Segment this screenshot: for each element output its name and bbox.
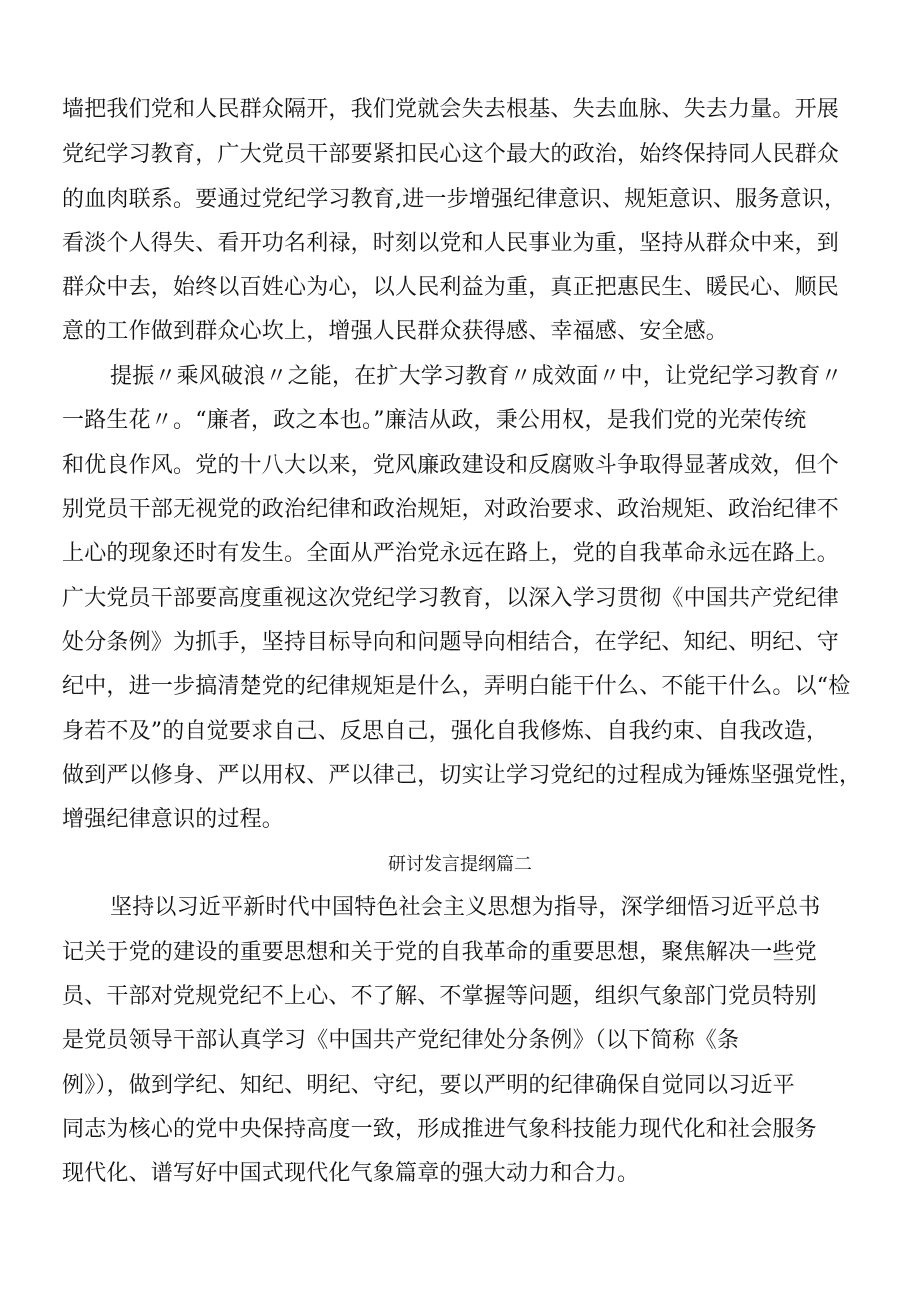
paragraph-3-line: 是党员领导干部认真学习《中国共产党纪律处分条例》（以下简称《条: [62, 1028, 740, 1053]
paragraph-2-line: 身若不及”的自觉要求自己、反思自己，强化自我修炼、自我约束、自我改造，: [62, 719, 829, 744]
paragraph-2-line: 一路生花〃。“廉者，政之本也。”廉洁从政，秉公用权，是我们党的光荣传统: [62, 408, 807, 433]
paragraph-2-line: 和优良作风。党的十八大以来，党风廉政建设和反腐败斗争取得显著成效，但个: [62, 453, 840, 478]
paragraph-2-line: 广大党员干部要高度重视这次党纪学习教育，以深入学习贯彻《中国共产党纪律: [62, 586, 840, 611]
paragraph-3-line: 例》），做到学纪、知纪、明纪、守纪，要以严明的纪律确保自觉同以习近平: [62, 1073, 795, 1098]
paragraph-3-line: 同志为核心的党中央保持高度一致，形成推进气象科技能力现代化和社会服务: [62, 1117, 817, 1142]
paragraph-1-line: 看淡个人得失、看开功名利禄，时刻以党和人民事业为重，坚持从群众中来，到: [62, 231, 840, 256]
paragraph-1-line: 的血肉联系。要通过党纪学习教育,进一步增强纪律意识、规矩意识、服务意识，: [62, 187, 847, 212]
section-heading: 研讨发言提纲篇二: [388, 854, 532, 875]
paragraph-2-line: 纪中，进一步搞清楚党的纪律规矩是什么，弄明白能干什么、不能干什么。以“检: [62, 674, 851, 699]
paragraph-3-line: 记关于党的建设的重要思想和关于党的自我革命的重要思想，聚焦解决一些党: [62, 940, 817, 965]
paragraph-2-line: 做到严以修身、严以用权、严以律己，切实让学习党纪的过程成为锤炼坚强党性，: [62, 763, 862, 788]
paragraph-2-line: 处分条例》为抓手，坚持目标导向和问题导向相结合，在学纪、知纪、明纪、守: [62, 630, 840, 655]
paragraph-3-line: 坚持以习近平新时代中国特色社会主义思想为指导，深学细悟习近平总书: [110, 895, 821, 920]
paragraph-2-line: 别党员干部无视党的政治纪律和政治规矩，对政治要求、政治规矩、政治纪律不: [62, 497, 840, 522]
paragraph-2-line: 上心的现象还时有发生。全面从严治党永远在路上，党的自我革命永远在路上。: [62, 541, 840, 566]
paragraph-1-line: 意的工作做到群众心坎上，增强人民群众获得感、幸福感、安全感。: [62, 319, 729, 344]
paragraph-2-line: 增强纪律意识的过程。: [62, 807, 285, 832]
paragraph-1-line: 群众中去，始终以百姓心为心，以人民利益为重，真正把惠民生、暖民心、顺民: [62, 275, 840, 300]
paragraph-1-line: 党纪学习教育，广大党员干部要紧扣民心这个最大的政治，始终保持同人民群众: [62, 142, 840, 167]
paragraph-3-line: 员、干部对党规党纪不上心、不了解、不掌握等问题，组织气象部门党员特别: [62, 984, 817, 1009]
paragraph-1-line: 墙把我们党和人民群众隔开，我们党就会失去根基、失去血脉、失去力量。开展: [62, 97, 840, 122]
paragraph-3-line: 现代化、谱写好中国式现代化气象篇章的强大动力和合力。: [62, 1161, 640, 1186]
paragraph-2-line: 提振〃乘风破浪〃之能，在扩大学习教育〃成效面〃中，让党纪学习教育〃: [110, 364, 843, 389]
